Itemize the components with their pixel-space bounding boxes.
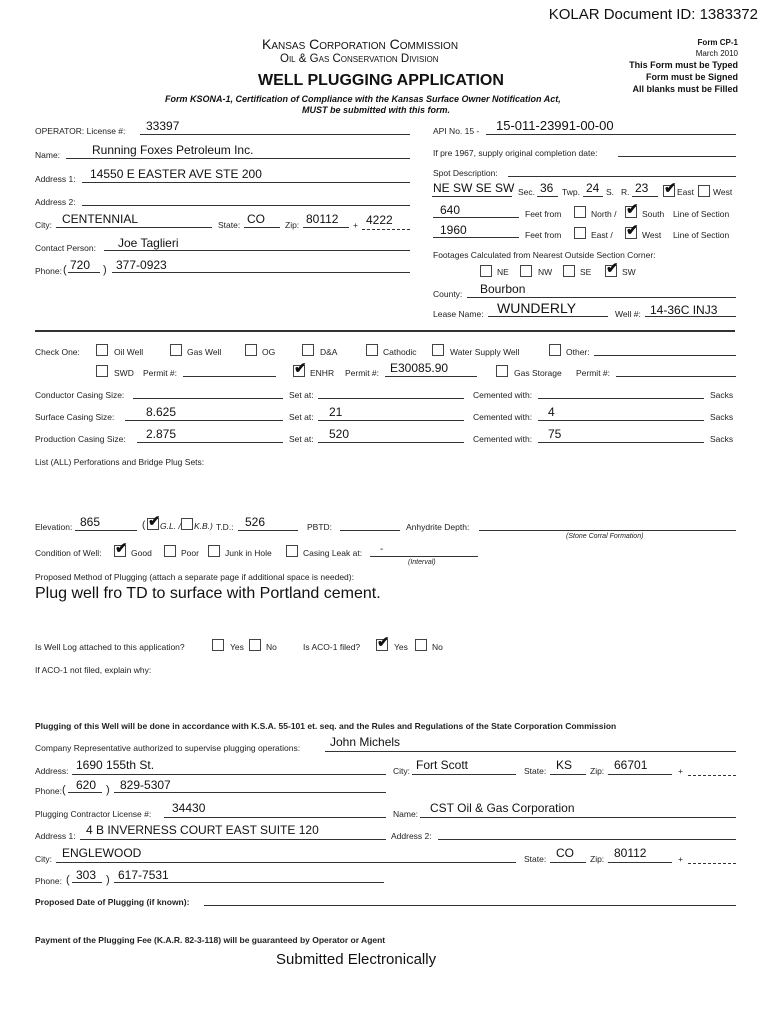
enhr-check-mark: ✔	[294, 360, 307, 377]
division-name: Oil & Gas Conservation Division	[280, 53, 439, 65]
zip-value: 80112	[306, 212, 339, 226]
contact-line	[104, 250, 410, 251]
api-line	[486, 134, 736, 135]
lease-value: WUNDERLY	[497, 300, 577, 316]
production-casing-line	[137, 442, 283, 443]
operator-license-line	[140, 134, 410, 135]
south-check-mark: ✔	[626, 201, 639, 218]
enhr-permit-line	[385, 376, 477, 377]
surface-setat-value: 21	[329, 405, 343, 419]
east-checkbox[interactable]	[663, 180, 677, 197]
water-supply-checkbox[interactable]	[432, 344, 444, 356]
aco1-no-label: No	[432, 642, 443, 652]
junk-checkbox[interactable]	[208, 545, 220, 557]
contractor-zip-value: 80112	[614, 846, 647, 860]
r-label: R.	[621, 187, 630, 197]
sec-value: 36	[540, 181, 554, 195]
perforations-label: List (ALL) Perforations and Bridge Plug Sets:	[35, 457, 205, 467]
phone-number-line	[112, 272, 410, 273]
footage-ew-line	[433, 237, 519, 238]
zip-plus: +	[353, 220, 358, 230]
sw-label: SW	[622, 267, 636, 277]
surface-sacks-label: Sacks	[710, 412, 734, 422]
contractor-name-label: Name:	[393, 809, 419, 819]
se-checkbox[interactable]	[563, 265, 575, 277]
aco1-yes-checkbox[interactable]	[376, 634, 390, 651]
stone-corral-note: (Stone Corral Formation)	[566, 533, 644, 540]
production-cemented-line	[538, 442, 704, 443]
phone-close-paren: )	[103, 264, 107, 276]
interval-note: (Interval)	[408, 559, 436, 566]
sw-check-mark: ✔	[606, 260, 619, 277]
oil-well-checkbox[interactable]	[96, 344, 108, 356]
oil-well-label: Oil Well	[114, 347, 144, 357]
surface-cemented-value: 4	[548, 405, 555, 419]
good-checkbox[interactable]	[114, 540, 128, 557]
anhydrite-label: Anhydrite Depth:	[406, 522, 470, 532]
contractor-address2-line	[438, 839, 736, 840]
phone-area-line	[68, 272, 100, 273]
zip-label: Zip:	[285, 220, 300, 230]
method-value: Plug well fro TD to surface with Portland cement.	[35, 585, 381, 602]
county-value: Bourbon	[480, 282, 526, 296]
api-label: API No. 15 -	[433, 126, 480, 136]
surface-setat-label: Set at:	[289, 412, 314, 422]
payment-statement: Payment of the Plugging Fee (K.A.R. 82-3-118) will be guaranteed by Operator or Agent	[35, 935, 386, 945]
east2-checkbox[interactable]	[574, 227, 586, 239]
pbtd-label: PBTD:	[307, 522, 333, 532]
gl-label: G.L. /	[160, 521, 181, 531]
rep-phone-area-value: 620	[76, 778, 97, 792]
aco1-no-checkbox[interactable]	[415, 639, 427, 651]
city-line	[56, 227, 212, 228]
r-value: 23	[635, 181, 649, 195]
production-sacks-label: Sacks	[710, 434, 734, 444]
pbtd-line	[340, 530, 400, 531]
form-title: WELL PLUGGING APPLICATION	[258, 72, 504, 89]
rep-phone-number-line	[114, 792, 386, 793]
form-subtitle-1: Form KSONA-1, Certification of Compliance with the Kansas Surface Owner Notification Act,	[165, 94, 561, 104]
check-one-label: Check One:	[35, 347, 80, 357]
casing-leak-line	[370, 556, 478, 557]
rep-zip-label: Zip:	[590, 766, 605, 776]
well-number-value: 14-36C INJ3	[650, 303, 718, 317]
contractor-city-line	[56, 862, 516, 863]
good-check-mark: ✔	[115, 540, 128, 557]
spot-line	[508, 176, 736, 177]
contact-label: Contact Person:	[35, 243, 96, 253]
swd-permit-label: Permit #:	[143, 368, 178, 378]
swd-label: SWD	[114, 368, 134, 378]
conductor-cemented-line	[538, 398, 704, 399]
surface-cemented-label: Cemented with:	[473, 412, 533, 422]
footages-label: Footages Calculated from Nearest Outside Section Corner:	[433, 250, 656, 260]
da-checkbox[interactable]	[302, 344, 314, 356]
state-line	[244, 227, 280, 228]
rep-address-line	[72, 774, 386, 775]
rep-zip-plus: +	[678, 766, 683, 776]
zip4-value: 4222	[366, 213, 393, 227]
twp-label: Twp.	[562, 187, 580, 197]
swd-checkbox[interactable]	[96, 365, 108, 377]
gl-checkbox[interactable]	[147, 513, 161, 530]
poor-checkbox[interactable]	[164, 545, 176, 557]
surface-casing-label: Surface Casing Size:	[35, 412, 115, 422]
sec-line	[537, 196, 558, 197]
production-setat-line	[318, 442, 464, 443]
rep-zip-value: 66701	[614, 758, 648, 772]
production-casing-value: 2.875	[146, 427, 177, 441]
conductor-sacks-label: Sacks	[710, 390, 734, 400]
address1-value: 14550 E EASTER AVE STE 200	[90, 167, 262, 181]
gas-storage-permit-label: Permit #:	[576, 368, 611, 378]
r-line	[632, 196, 658, 197]
aco1-yes-label: Yes	[394, 642, 408, 652]
well-log-yes-checkbox[interactable]	[212, 639, 224, 651]
contractor-state-label: State:	[524, 854, 547, 864]
rep-phone-number-value: 829-5307	[120, 778, 171, 792]
form-date: March 2010	[695, 49, 738, 58]
phone-number-value: 377-0923	[116, 258, 167, 272]
form-note-typed: This Form must be Typed	[629, 60, 738, 70]
address1-label: Address 1:	[35, 174, 76, 184]
contractor-phone-close-paren: )	[106, 874, 110, 886]
casing-leak-label: Casing Leak at:	[303, 548, 363, 558]
well-log-yes-label: Yes	[230, 642, 244, 652]
conductor-cemented-label: Cemented with:	[473, 390, 533, 400]
surface-cemented-line	[538, 420, 704, 421]
poor-label: Poor	[181, 548, 199, 558]
zip-line	[303, 227, 349, 228]
lease-line	[488, 316, 608, 317]
contractor-zip4-line	[688, 863, 736, 864]
cathodic-label: Cathodic	[383, 347, 417, 357]
anhydrite-line	[479, 530, 736, 531]
se-label: SE	[580, 267, 592, 277]
well-log-question: Is Well Log attached to this application?	[35, 642, 185, 652]
footage-ns-line	[433, 217, 519, 218]
rep-address-value: 1690 155th St.	[76, 758, 155, 772]
og-label: OG	[262, 347, 276, 357]
contractor-license-value: 34430	[172, 801, 206, 815]
county-label: County:	[433, 289, 463, 299]
da-label: D&A	[320, 347, 338, 357]
phone-label: Phone:	[35, 266, 62, 276]
form-note-signed: Form must be Signed	[645, 72, 738, 82]
kb-label: K.B.)	[194, 521, 213, 531]
sw-checkbox[interactable]	[605, 260, 619, 277]
rep-phone-close-paren: )	[106, 784, 110, 796]
proposed-date-label	[35, 897, 189, 907]
footage-ew-value: 1960	[440, 223, 467, 237]
gas-storage-label: Gas Storage	[514, 368, 562, 378]
enhr-permit-label: Permit #:	[345, 368, 380, 378]
proposed-date-line	[204, 905, 736, 906]
production-setat-label: Set at:	[289, 434, 314, 444]
other-line	[594, 355, 736, 356]
contractor-city-value: ENGLEWOOD	[62, 846, 142, 860]
west2-label: West	[642, 230, 662, 240]
state-value: CO	[247, 212, 265, 226]
plugging-statement: Plugging of this Well will be done in accordance with K.S.A. 55-101 et. seq. and the Rules and Regulations of the State Corporation Commission	[35, 721, 617, 731]
rep-phone-open-paren: (	[62, 784, 66, 796]
gl-check-mark: ✔	[148, 513, 161, 530]
contractor-address1-label: Address 1:	[35, 831, 76, 841]
contractor-phone-number-value: 617-7531	[118, 868, 169, 882]
west-checkbox[interactable]	[698, 185, 710, 197]
contractor-address1-value: 4 B INVERNESS COURT EAST SUITE 120	[86, 823, 319, 837]
rep-zip4-line	[688, 775, 736, 776]
contractor-license-line	[164, 817, 386, 818]
casing-leak-value: -	[380, 544, 384, 555]
ns-line-of-section: Line of Section	[673, 209, 730, 219]
kb-checkbox[interactable]	[181, 518, 193, 530]
phone-area-value: 720	[70, 258, 91, 272]
rep-city-label: City:	[393, 766, 410, 776]
phone-open-paren: (	[63, 264, 67, 276]
spot-value: NE SW SE SW	[433, 181, 515, 195]
rep-address-label: Address:	[35, 766, 69, 776]
gas-well-checkbox[interactable]	[170, 344, 182, 356]
address2-label: Address 2:	[35, 197, 76, 207]
conductor-setat-line	[318, 398, 464, 399]
section-divider	[35, 330, 735, 332]
nw-label: NW	[538, 267, 553, 277]
surface-casing-value: 8.625	[146, 405, 177, 419]
rep-phone-area-line	[68, 792, 102, 793]
form-number: Form CP-1	[697, 38, 738, 47]
production-cemented-value: 75	[548, 427, 562, 441]
east-check-mark: ✔	[664, 180, 677, 197]
north-checkbox[interactable]	[574, 206, 586, 218]
well-log-no-label: No	[266, 642, 277, 652]
west2-checkbox[interactable]	[625, 222, 639, 239]
enhr-label: ENHR	[310, 368, 335, 378]
contractor-zip-line	[608, 862, 672, 863]
rep-city-value: Fort Scott	[416, 758, 469, 772]
contractor-zip-label: Zip:	[590, 854, 605, 864]
spot-label: Spot Description:	[433, 168, 498, 178]
enhr-checkbox[interactable]	[293, 360, 307, 377]
south-checkbox[interactable]	[625, 201, 639, 218]
swd-permit-line	[183, 376, 276, 377]
production-setat-value: 520	[329, 427, 350, 441]
production-cemented-label: Cemented with:	[473, 434, 533, 444]
rep-zip-line	[608, 774, 672, 775]
city-label: City:	[35, 220, 52, 230]
sec-label: Sec.	[518, 187, 536, 197]
rep-city-line	[412, 774, 516, 775]
ne-checkbox[interactable]	[480, 265, 492, 277]
form-note-filled: All blanks must be Filled	[632, 84, 738, 94]
south-label: South	[642, 209, 665, 219]
rep-label: Company Representative authorized to supervise plugging operations:	[35, 743, 301, 753]
rep-state-label: State:	[524, 766, 547, 776]
aco1-yes-check-mark: ✔	[377, 634, 390, 651]
casing-leak-checkbox[interactable]	[286, 545, 298, 557]
east2-label: East /	[591, 230, 613, 240]
contractor-phone-number-line	[114, 882, 384, 883]
proposed-date-label-text: Proposed Date of Plugging (if known):	[35, 897, 190, 907]
contractor-city-label: City:	[35, 854, 52, 864]
condition-label: Condition of Well:	[35, 548, 102, 558]
other-label: Other:	[566, 347, 590, 357]
rep-state-line	[550, 774, 586, 775]
submitted-electronically: Submitted Electronically	[276, 951, 437, 968]
gas-storage-permit-line	[616, 376, 736, 377]
contractor-state-value: CO	[556, 846, 574, 860]
county-line	[467, 297, 736, 298]
name-label: Name:	[35, 150, 61, 160]
other-checkbox[interactable]	[549, 344, 561, 356]
nw-checkbox[interactable]	[520, 265, 532, 277]
kolar-doc-id: KOLAR Document ID: 1383372	[548, 6, 758, 23]
west2-check-mark: ✔	[626, 222, 639, 239]
td-value: 526	[245, 515, 266, 529]
production-casing-label: Production Casing Size:	[35, 434, 126, 444]
form-subtitle-2: MUST be submitted with this form.	[302, 105, 450, 115]
ew-line-of-section: Line of Section	[673, 230, 730, 240]
contractor-address2-label: Address 2:	[391, 831, 432, 841]
contractor-license-label: Plugging Contractor License #:	[35, 809, 152, 819]
rep-state-value: KS	[556, 758, 573, 772]
elevation-label: Elevation:	[35, 522, 73, 532]
spot-value-line	[432, 196, 512, 197]
contractor-phone-area-value: 303	[76, 868, 97, 882]
zip4-line	[362, 229, 410, 230]
elevation-value: 865	[80, 515, 101, 529]
conductor-setat-label: Set at:	[289, 390, 314, 400]
footage-ns-value: 640	[440, 203, 461, 217]
td-label: T.D.:	[216, 522, 234, 532]
well-number-label: Well #:	[615, 309, 641, 319]
state-label: State:	[218, 220, 241, 230]
footage-ns-feet-from: Feet from	[525, 209, 562, 219]
city-value: CENTENNIAL	[62, 212, 139, 226]
north-label: North /	[591, 209, 617, 219]
elevation-line	[75, 530, 137, 531]
good-label: Good	[131, 548, 152, 558]
pre1967-label: If pre 1967, supply original completion date:	[433, 148, 598, 158]
lease-label: Lease Name:	[433, 309, 484, 319]
address2-line	[82, 205, 410, 206]
td-line	[238, 530, 298, 531]
gas-well-label: Gas Well	[187, 347, 222, 357]
east-label: East	[677, 187, 695, 197]
twp-line	[583, 196, 603, 197]
well-log-no-checkbox[interactable]	[249, 639, 261, 651]
rep-phone-label: Phone:	[35, 786, 62, 796]
surface-casing-line	[125, 420, 283, 421]
water-supply-label: Water Supply Well	[450, 347, 520, 357]
aco1-explain-label: If ACO-1 not filed, explain why:	[35, 665, 152, 675]
operator-license-value: 33397	[146, 119, 180, 133]
contractor-name-line	[420, 817, 736, 818]
gas-storage-checkbox[interactable]	[496, 365, 508, 377]
contractor-phone-area-line	[72, 882, 102, 883]
method-label: Proposed Method of Plugging (attach a separate page if additional space is needed):	[35, 572, 354, 582]
name-value: Running Foxes Petroleum Inc.	[92, 143, 254, 157]
elevation-open-paren: (	[142, 520, 146, 531]
cathodic-checkbox[interactable]	[366, 344, 378, 356]
commission-name: Kansas Corporation Commission	[262, 36, 459, 52]
contractor-phone-label: Phone:	[35, 876, 62, 886]
west-label: West	[713, 187, 733, 197]
ne-label: NE	[497, 267, 509, 277]
contractor-zip-plus: +	[678, 854, 683, 864]
surface-setat-line	[318, 420, 464, 421]
enhr-permit-value: E30085.90	[390, 361, 449, 375]
contractor-phone-open-paren: (	[66, 874, 70, 886]
contact-value: Joe Taglieri	[118, 236, 179, 250]
conductor-casing-line	[133, 398, 283, 399]
contractor-name-value: CST Oil & Gas Corporation	[430, 801, 575, 815]
junk-label: Junk in Hole	[225, 548, 272, 558]
aco1-question: Is ACO-1 filed?	[303, 642, 361, 652]
operator-license-label: OPERATOR: License #:	[35, 126, 126, 136]
contractor-state-line	[550, 862, 586, 863]
contractor-address1-line	[80, 839, 386, 840]
footage-ew-feet-from: Feet from	[525, 230, 562, 240]
conductor-casing-label: Conductor Casing Size:	[35, 390, 125, 400]
name-line	[66, 158, 410, 159]
twp-value: 24	[586, 181, 600, 195]
s-label: S.	[606, 187, 615, 197]
rep-line	[325, 751, 736, 752]
api-value: 15-011-23991-00-00	[496, 118, 614, 133]
address1-line	[82, 182, 410, 183]
pre1967-line	[618, 156, 736, 157]
og-checkbox[interactable]	[245, 344, 257, 356]
rep-name-value: John Michels	[330, 735, 401, 749]
